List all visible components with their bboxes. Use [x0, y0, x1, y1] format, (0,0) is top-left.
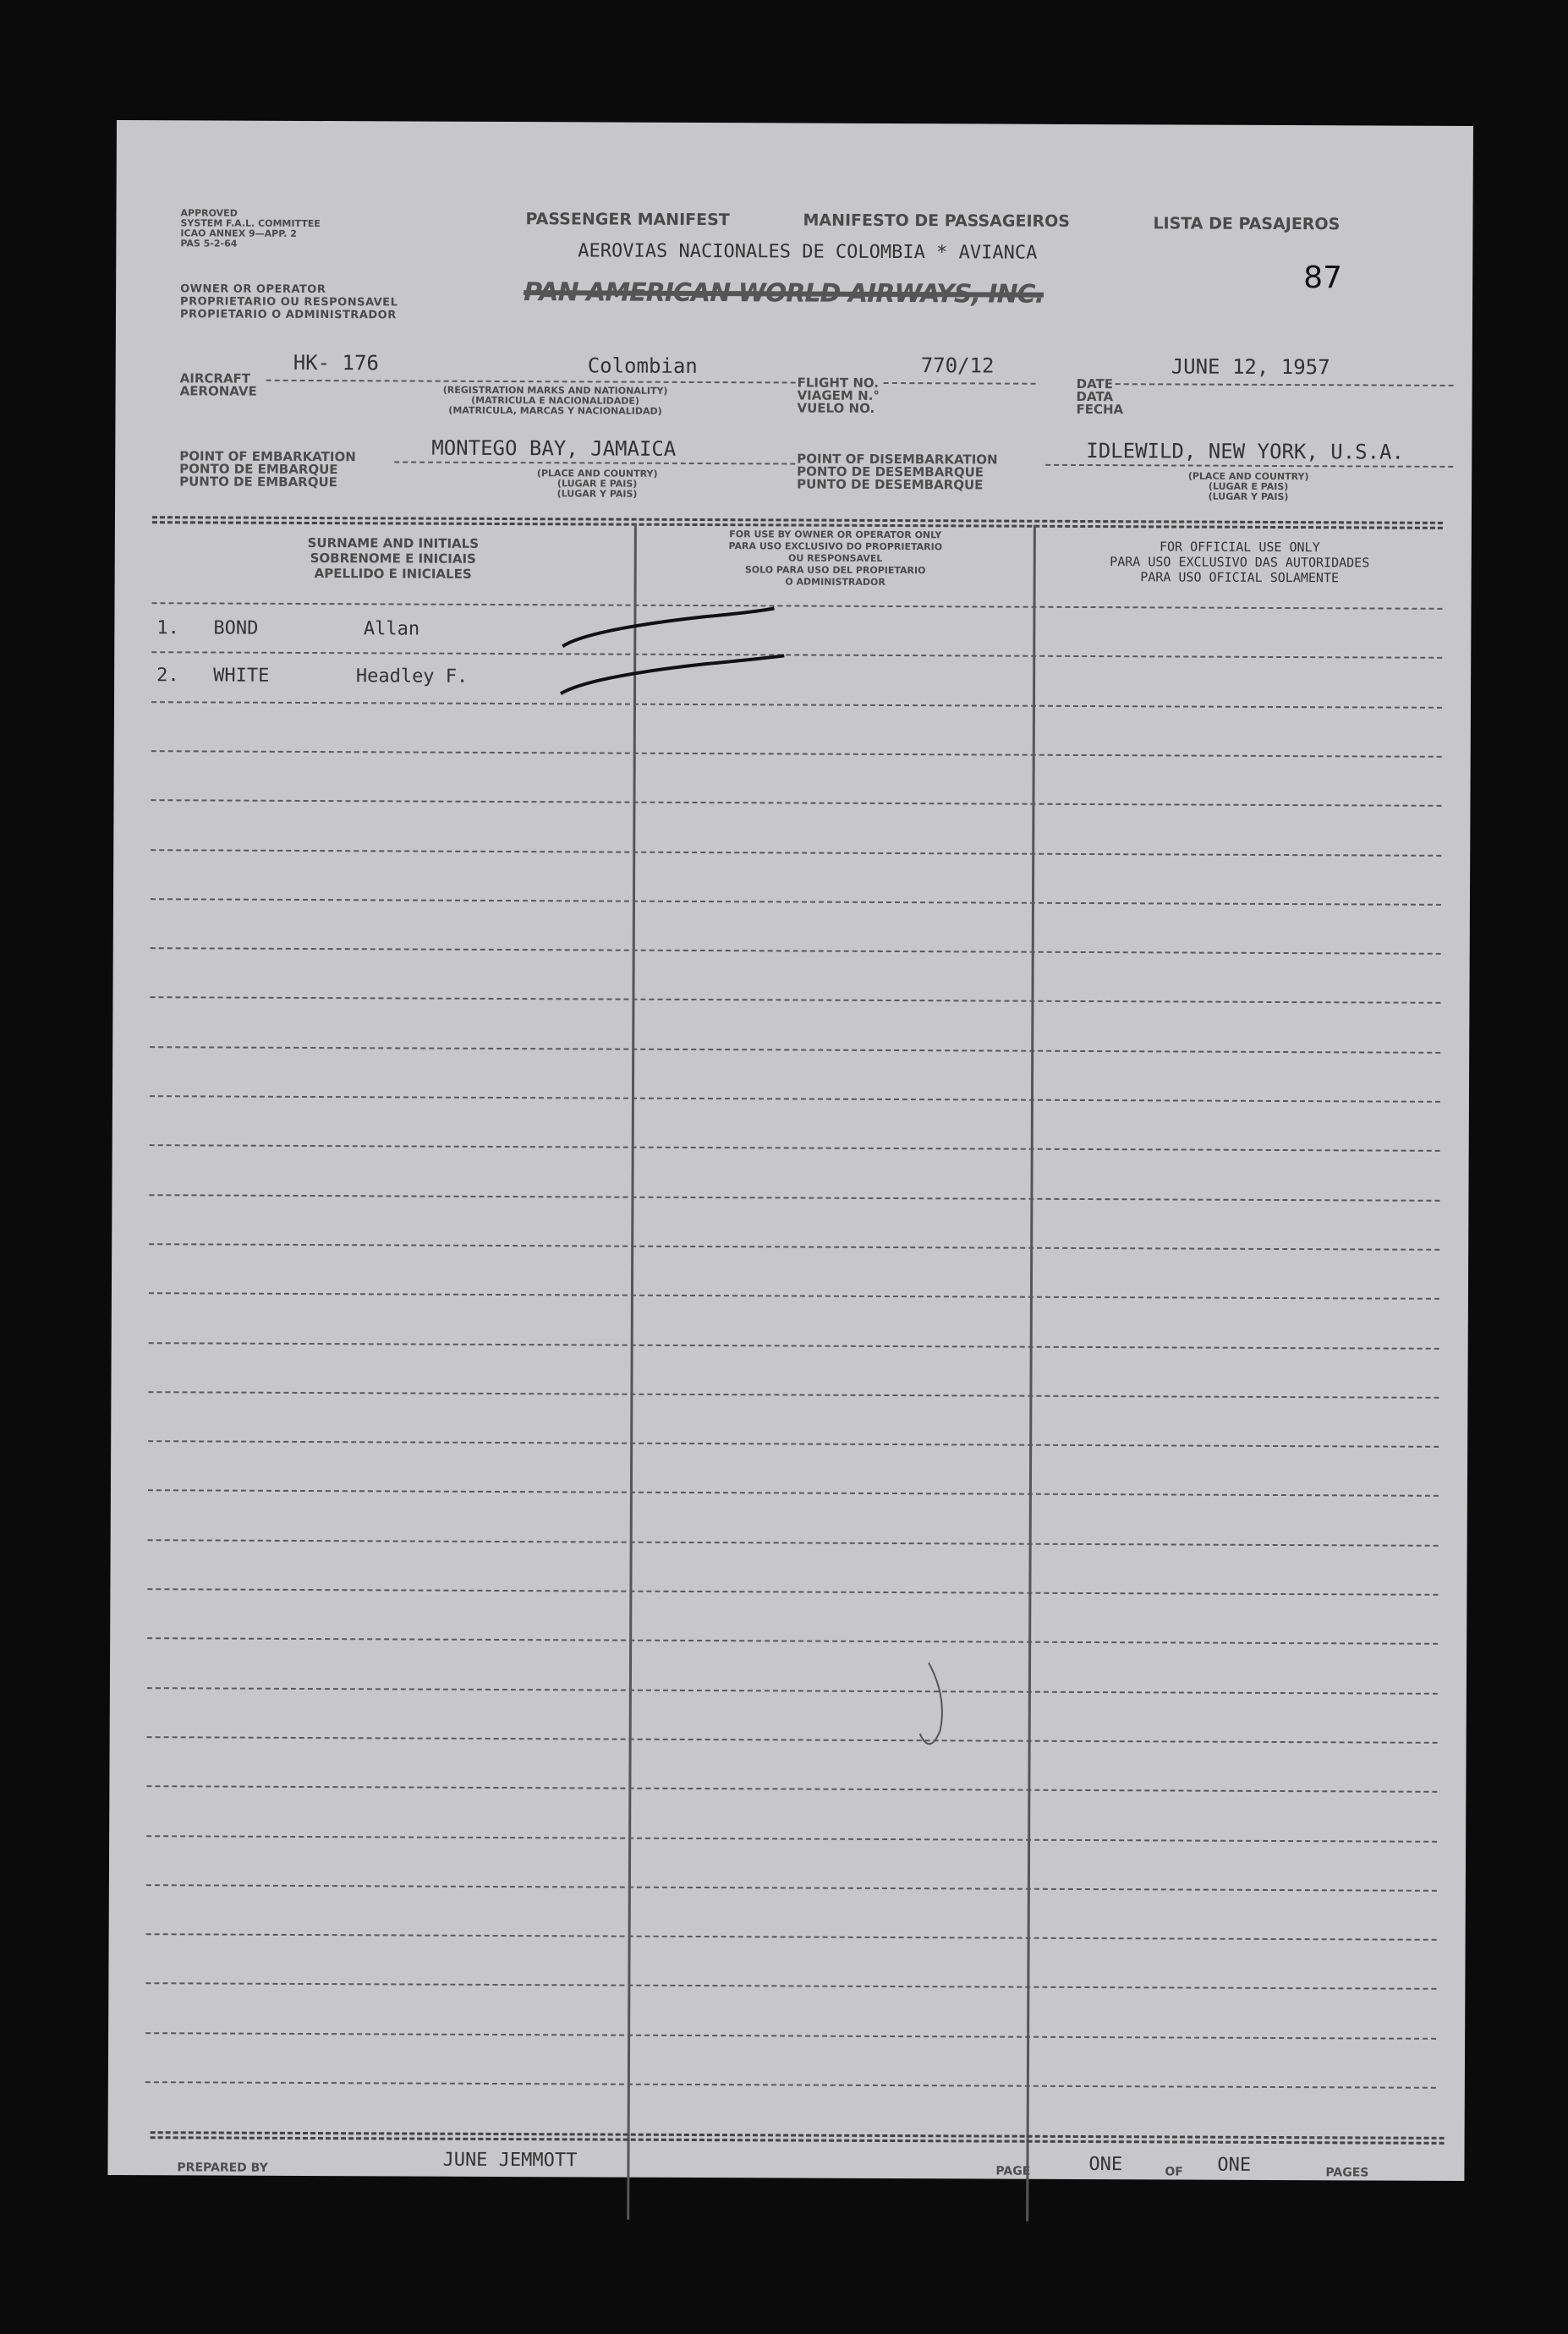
flight-label-line: VIAGEM N.° [797, 387, 880, 403]
embarkation-value: MONTEGO BAY, JAMAICA [431, 436, 677, 461]
col-head-line: PARA USO OFICIAL SOLAMENTE [1140, 569, 1340, 586]
title-es: LISTA DE PASAJEROS [1153, 214, 1340, 234]
owner-label-line: PROPRIETARIO OU RESPONSAVEL [180, 295, 398, 310]
of-value: ONE [1217, 2154, 1252, 2176]
aircraft-value: HK- 176 [293, 350, 379, 375]
date-label-line: FECHA [1076, 401, 1124, 418]
date-label-line: DATE [1076, 375, 1114, 392]
aircraft-label-line: AERONAVE [179, 383, 257, 399]
col-head-line: SOLO PARA USO DEL PROPIETARIO [744, 564, 926, 577]
col-head-line: FOR OFFICIAL USE ONLY [1159, 539, 1320, 556]
disembarkation-sub-line: (LUGAR Y PAIS) [1208, 490, 1289, 503]
manifest-sheet [107, 120, 1473, 2181]
date-value: JUNE 12, 1957 [1171, 354, 1330, 380]
page-number: 87 [1303, 260, 1343, 296]
aircraft-sub-line: (MATRICULA, MARCAS Y NACIONALIDAD) [448, 404, 662, 417]
pages-label: PAGES [1325, 2166, 1369, 2180]
prepared-by-value: JUNE JEMMOTT [442, 2149, 578, 2172]
owner-label-line: OWNER OR OPERATOR [180, 282, 326, 297]
flight-label-line: FLIGHT NO. [797, 375, 880, 391]
aircraft-nationality: Colombian [587, 353, 698, 378]
embarkation-label-line: PUNTO DE EMBARQUE [179, 474, 337, 490]
approved-line: SYSTEM F.A.L. COMMITTEE [180, 217, 321, 230]
embarkation-label-line: PONTO DE EMBARQUE [179, 461, 338, 478]
page-value: ONE [1088, 2154, 1123, 2176]
flight-value: 770/12 [920, 353, 995, 378]
disembarkation-label-line: POINT OF DISEMBARKATION [797, 451, 998, 468]
col-head-line: PARA USO EXCLUSIVO DAS AUTORIDADES [1110, 554, 1370, 571]
prepared-by-label: PREPARED BY [177, 2161, 268, 2175]
aircraft-label-line: AIRCRAFT [179, 370, 251, 386]
passenger-given-name: Headley F. [355, 666, 469, 688]
title-pt: MANIFESTO DE PASSAGEIROS [803, 211, 1071, 231]
col-head-line: APELLIDO E INICIALES [314, 566, 472, 582]
approved-line: APPROVED [180, 207, 238, 219]
col-head-line: OU RESPONSAVEL [788, 552, 883, 564]
of-label: OF [1165, 2165, 1183, 2179]
disembarkation-label-line: PUNTO DE DESEMBARQUE [797, 476, 984, 493]
owner-label-line: PROPIETARIO O ADMINISTRADOR [179, 308, 397, 322]
embarkation-label-line: POINT OF EMBARKATION [179, 448, 356, 465]
disembarkation-value: IDLEWILD, NEW YORK, U.S.A. [1086, 439, 1405, 464]
aircraft-sub-line: (REGISTRATION MARKS AND NATIONALITY) [442, 384, 668, 397]
passenger-number: 1. [156, 617, 179, 639]
col-head-line: PARA USO EXCLUSIVO DO PROPRIETARIO [728, 540, 943, 553]
col-head-line: O ADMINISTRADOR [785, 576, 885, 588]
col-head-line: FOR USE BY OWNER OR OPERATOR ONLY [729, 529, 942, 541]
operator-name: AEROVIAS NACIONALES DE COLOMBIA * AVIANCA [578, 240, 1038, 264]
flight-label-line: VUELO NO. [797, 400, 875, 416]
disembarkation-sub-line: (PLACE AND COUNTRY) [1187, 470, 1309, 483]
embarkation-sub-line: (LUGAR Y PAIS) [556, 488, 638, 500]
col-head-line: SOBRENOME E INICIAIS [310, 551, 476, 567]
passenger-given-name: Allan [363, 618, 420, 640]
aircraft-sub-line: (MATRICULA E NACIONALIDADE) [471, 394, 639, 407]
col-head-line: SURNAME AND INITIALS [307, 534, 480, 551]
passenger-surname: WHITE [213, 665, 270, 687]
embarkation-sub-line: (LUGAR E PAIS) [556, 478, 638, 490]
page-label: PAGE [995, 2164, 1031, 2178]
approved-line: ICAO ANNEX 9—APP. 2 [180, 227, 297, 239]
approved-line: PAS 5-2-64 [180, 238, 238, 249]
passenger-surname: BOND [213, 617, 259, 639]
passenger-number: 2. [156, 665, 179, 687]
date-label-line: DATA [1076, 388, 1114, 405]
pen-marks [107, 120, 1473, 2181]
struck-operator-text: PAN AMERICAN WORLD AIRWAYS, INC. [524, 277, 1044, 310]
disembarkation-sub-line: (LUGAR E PAIS) [1208, 480, 1289, 493]
embarkation-sub-line: (PLACE AND COUNTRY) [536, 468, 658, 479]
title-en: PASSENGER MANIFEST [525, 210, 730, 230]
disembarkation-label-line: PONTO DE DESEMBARQUE [797, 463, 984, 480]
